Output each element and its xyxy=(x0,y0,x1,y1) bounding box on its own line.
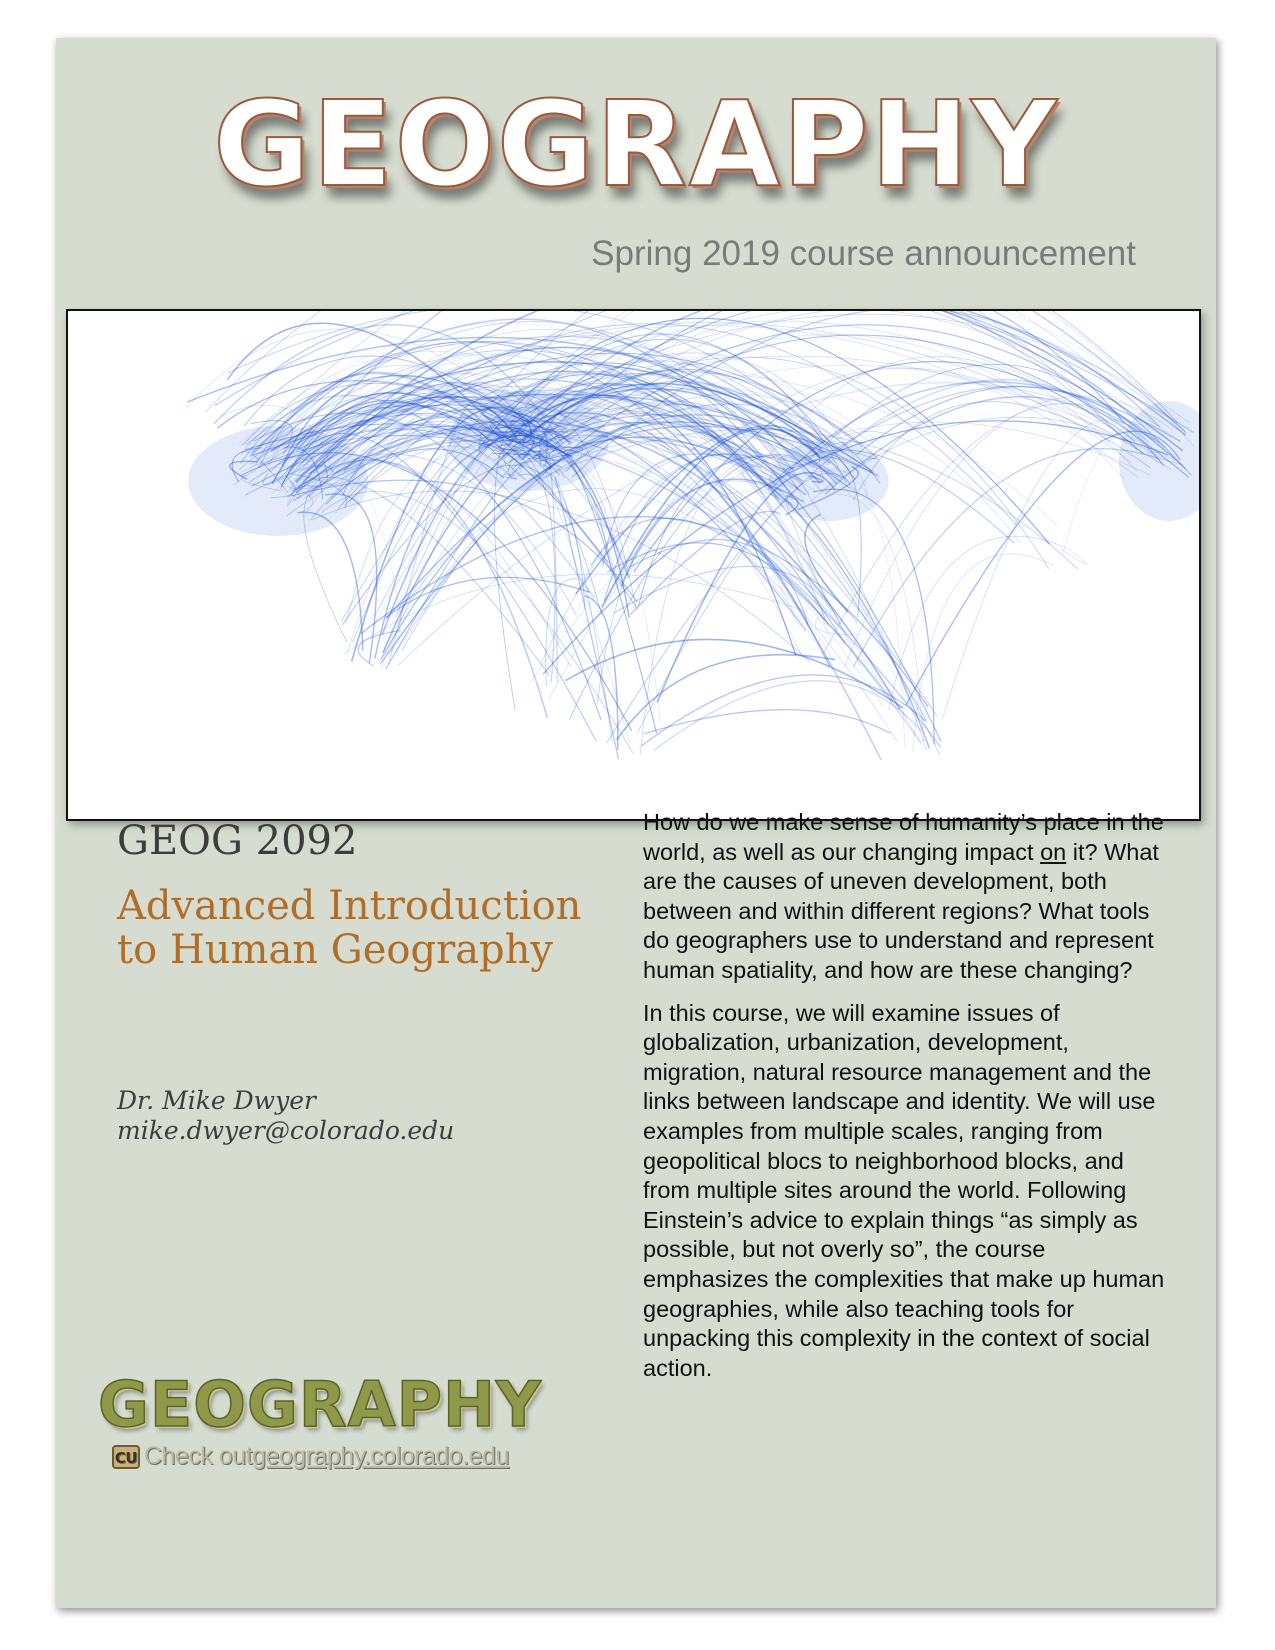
header-subtitle: Spring 2019 course announcement xyxy=(591,234,1136,273)
route-cluster-haze xyxy=(769,441,889,521)
route-cluster-haze xyxy=(448,391,608,491)
flight-routes-map-image xyxy=(66,309,1201,821)
flight-route-line xyxy=(823,403,1149,653)
flight-route-line xyxy=(641,675,925,746)
instructor-name: Dr. Mike Dwyer xyxy=(117,1086,316,1115)
flight-route-line xyxy=(853,449,1159,667)
instructor-block xyxy=(117,1086,454,1146)
header-title: GEOGRAPHY xyxy=(213,75,1059,213)
p1-text-start: How do we make sense of humanity’s place in the world, as well as our changing impact xyxy=(643,809,1164,865)
flight-route-lines xyxy=(186,311,1199,760)
svg-text:CU: CU xyxy=(114,1448,138,1467)
flight-route-line xyxy=(617,655,836,740)
flight-route-line xyxy=(321,491,633,753)
cu-logo-icon xyxy=(112,1444,140,1470)
description-paragraph-2: In this course, we will examine issues of globalization, urbanization, development, migration, natural resource management and the links between landscape and identity. We will use examples from multiple scales, ranging from geopolitical blocs to neighborhood blocks, and from multiple sites around the world. Following Einstein’s advice to explain things “as simply as possible, but not overly so”, the course emphasizes the complexities that make up human geographies, while also teaching tools for unpacking this complexity in the context of social action. xyxy=(643,999,1165,1381)
logo-link-prefix: Check out xyxy=(144,1442,253,1470)
course-title: Advanced Introduction to Human Geography xyxy=(117,883,582,973)
flight-route-line xyxy=(644,710,890,734)
p1-emphasis: on xyxy=(1040,838,1067,865)
flight-routes-graphic xyxy=(68,311,1199,819)
flight-route-line xyxy=(555,477,618,759)
instructor-email[interactable]: mike.dwyer@colorado.edu xyxy=(117,1116,455,1145)
geography-website-link[interactable] xyxy=(112,1442,509,1471)
route-cluster-haze xyxy=(188,426,368,536)
course-description xyxy=(643,808,1173,1396)
description-paragraph-1 xyxy=(643,808,1173,986)
flight-route-line xyxy=(942,420,1145,720)
course-code: GEOG 2092 xyxy=(117,818,358,864)
geography-logo-wordmark: GEOGRAPHY xyxy=(98,1368,542,1441)
logo-link-url[interactable]: geography.colorado.edu xyxy=(252,1442,509,1470)
flyer-page xyxy=(56,38,1216,1608)
route-cluster-haze xyxy=(1119,401,1199,521)
p1-text-end: it? What are the causes of uneven development, both between and within different regions? What tools do geographers use to understand and represent human spatiality, and how are these changing? xyxy=(643,838,1159,983)
